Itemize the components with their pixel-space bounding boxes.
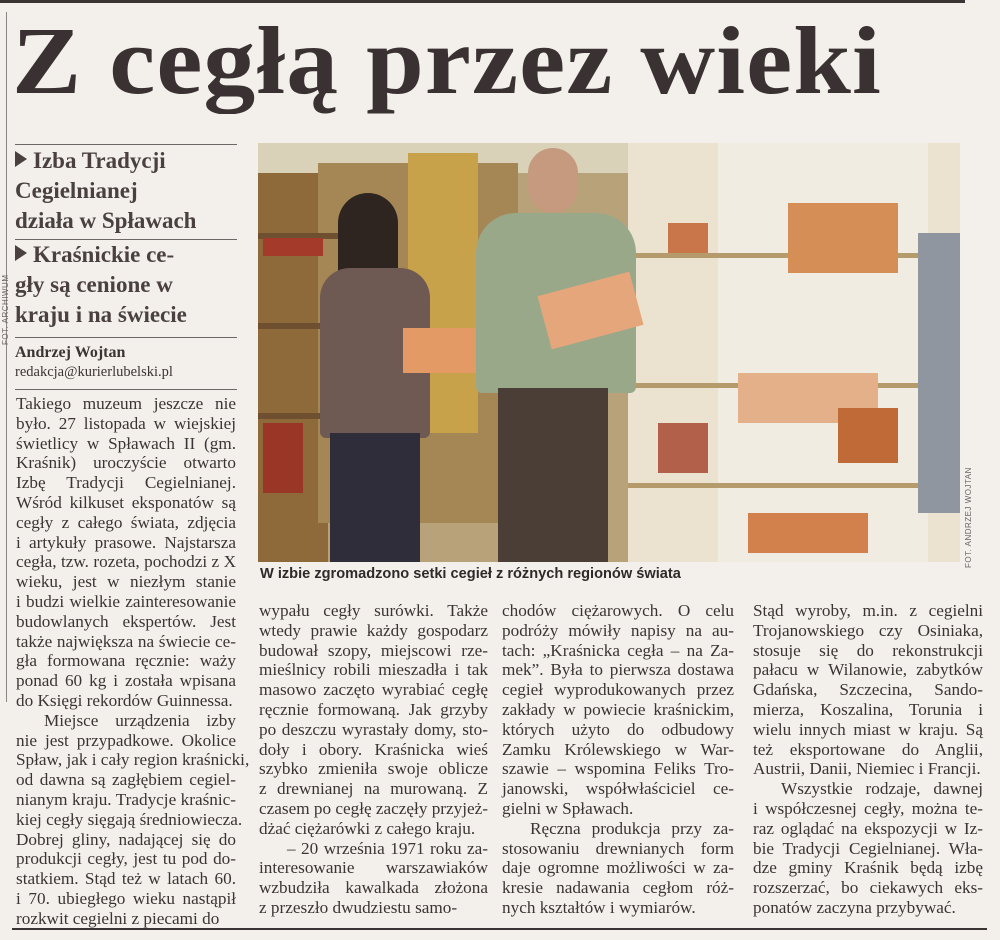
text-line: podróży mówiły napisy na au- — [502, 620, 734, 640]
text-line: kresie nadawania cegłom róż- — [502, 878, 734, 898]
divider — [15, 337, 237, 338]
text-line: gła formowana ręcznie: waży — [16, 651, 236, 671]
lead-1 — [15, 146, 237, 236]
author-email[interactable]: redakcja@kurierlubelski.pl — [15, 364, 173, 380]
lead-line: Kraśnickie ce- — [33, 242, 175, 267]
text-line: wzbudziła kawalkada złożona — [259, 878, 488, 898]
text-line: też eksportowane do Anglii, — [753, 739, 983, 759]
text-line: i 70. ubiegłego wieku nastąpił — [16, 888, 236, 908]
text-line: po deszczu wyrastały domy, sto- — [259, 719, 488, 739]
text-line: było. 27 listopada w wiejskiej — [16, 413, 236, 433]
text-line: mierza, Koszalina, Torunia i — [753, 699, 983, 719]
photo-caption: W izbie zgromadzono setki cegieł z różnych regionów świata — [260, 566, 681, 582]
text-line: interesowanie warszawiaków — [259, 858, 488, 878]
text-line: Takiego muzeum jeszcze nie — [16, 394, 236, 413]
text-line: Spław, jak i cały region kraśnicki, — [16, 750, 250, 770]
text-line: stosuje się do rekonstrukcji — [753, 640, 983, 660]
text-line: nie jest przypadkowe. Okolice — [16, 730, 236, 750]
left-rule — [6, 12, 7, 702]
triangle-bullet-icon — [15, 245, 27, 261]
text-line: Zamku Królewskiego w War- — [502, 739, 734, 759]
text-line: doły i obory. Kraśnicka wieś — [259, 739, 488, 759]
text-line: i współczesnej cegły, można te- — [753, 798, 983, 818]
text-line: i artykuły prasowe. Najstarsza — [16, 532, 236, 552]
text-line: pałacu w Wilanowie, zabytków — [753, 660, 983, 680]
text-line: Ręczna produkcja przy za- — [530, 818, 734, 838]
top-rule — [0, 0, 965, 3]
text-line: statkiem. Stąd też w latach 60. — [16, 869, 236, 889]
article-column-2 — [259, 601, 488, 918]
author: Andrzej Wojtan — [15, 344, 126, 361]
triangle-bullet-icon — [15, 151, 27, 167]
text-line: rozkwit cegielni z piecami do — [16, 908, 220, 928]
text-line: świetlicy w Spławach II (gm. — [16, 433, 236, 453]
text-line: Trojanowskiego czy Osiniaka, — [753, 620, 983, 640]
text-line: zakłady w powiecie kraśnickim, — [502, 699, 734, 719]
article-photo — [258, 143, 960, 562]
text-line: Izbę Tradycji Cegielnianej. — [16, 473, 236, 493]
text-line: Wszystkie rodzaje, dawnej — [781, 779, 983, 799]
text-line: szawie – wspomina Feliks Tro- — [502, 759, 734, 779]
text-line: tach: „Kraśnicka cegła – na Za- — [502, 640, 734, 660]
lead-line: Cegielnianej — [15, 178, 138, 203]
text-line: cegieł wyprodukowanych przez — [502, 680, 734, 700]
text-line: ręcznie formowaną. Jak grzyby — [259, 699, 488, 719]
text-line: Gdańska, Szczecina, Sando- — [753, 680, 983, 700]
text-line: także największa na świecie ce- — [16, 631, 236, 651]
text-line: raz oglądać na ekspozycji w Iz- — [753, 818, 983, 838]
text-line: daje ogromne możliwości w za- — [502, 858, 734, 878]
text-line: z drewnianej na murowaną. Z — [259, 779, 488, 799]
article-column-4 — [753, 601, 983, 918]
text-line: i budzi wielkie zainteresowanie — [16, 591, 236, 611]
text-line: masowo zaczęto wyrabiać cegłę — [259, 680, 488, 700]
lead-2 — [15, 240, 237, 330]
article-column-1 — [16, 394, 250, 929]
text-line: wypału cegły surówki. Także — [259, 601, 488, 620]
article-column-3 — [502, 601, 734, 918]
photo-credit-left: FOT. ARCHIWUM — [1, 274, 10, 345]
text-line: chodów ciężarowych. O celu — [502, 601, 734, 620]
text-line: stosowaniu drewnianych form — [502, 838, 734, 858]
text-line: mek”. Była to pierwsza dostawa — [502, 660, 734, 680]
text-line: ponad 60 kg i została wpisana — [16, 671, 236, 691]
lead-line: działa w Spławach — [15, 208, 197, 233]
text-line: których użyto do odbudowy — [502, 719, 734, 739]
lead-line: kraju i na świecie — [15, 302, 187, 327]
text-line: Kraśnik) uroczyście otwarto — [16, 453, 236, 473]
text-line: produkcji cegły, jest tu pod do- — [16, 849, 236, 869]
photo-credit-right: FOT. ANDRZEJ WOJTAN — [964, 467, 973, 568]
text-line: gielni w Spławach. — [502, 798, 634, 818]
text-line: mieślnicy robili mieszadła i tak — [259, 660, 488, 680]
text-line: czasem po cegłę zaczęły przyjeż- — [259, 798, 489, 818]
text-line: kiej cegły sięgają średniowiecza. — [16, 809, 243, 829]
text-line: dżać ciężarówki z całego kraju. — [259, 818, 476, 838]
text-line: Austrii, Danii, Niemiec i Francji. — [753, 759, 981, 779]
text-line: ponatów zaczyna przybywać. — [753, 897, 956, 917]
headline: Z cegłą przez wieki — [12, 7, 882, 114]
text-line: z przeszło dwudziestu samo- — [259, 897, 458, 917]
text-line: bie Tradycji Cegielnianej. Wła- — [753, 838, 983, 858]
text-line: wielu innych miast w kraju. Są — [753, 719, 983, 739]
divider — [15, 389, 237, 390]
text-line: budował szopy, miejscowi rze- — [259, 640, 488, 660]
lead-line: Izba Tradycji — [33, 148, 166, 173]
text-line: szybko zmieniła swoje oblicze — [259, 759, 488, 779]
text-line: Dobrej gliny, nadającej się do — [16, 829, 236, 849]
text-line: wieku, jest w niezłym stanie — [16, 572, 236, 592]
text-line: dze gminy Kraśnik będą izbę — [753, 858, 983, 878]
text-line: nych kształtów i wymiarów. — [502, 897, 696, 917]
text-line: Miejsce urządzenia izby — [44, 710, 236, 730]
text-line: od dawna są zagłębiem cegiel- — [16, 770, 236, 790]
text-line: Stąd wyroby, m.in. z cegielni — [753, 601, 983, 620]
text-line: Wśród kilkuset eksponatów są — [16, 492, 236, 512]
text-line: janowski, współwłaściciel ce- — [502, 779, 734, 799]
text-line: nianym kraju. Tradycje kraśnic- — [16, 789, 236, 809]
text-line: budowlanych ekspertów. Jest — [16, 611, 236, 631]
lead-line: gły są cenione w — [15, 272, 173, 297]
text-line: wtedy prawie każdy gospodarz — [259, 620, 488, 640]
text-line: – 20 września 1971 roku za- — [287, 838, 488, 858]
bottom-rule — [12, 928, 987, 930]
divider — [15, 144, 237, 145]
text-line: do Księgi rekordów Guinnessa. — [16, 690, 233, 710]
text-line: rozszerzać, bo ciekawych eks- — [753, 878, 983, 898]
text-line: cegła, tzw. rozeta, pochodzi z X — [16, 552, 236, 572]
text-line: cegły z całego świata, zdjęcia — [16, 512, 236, 532]
